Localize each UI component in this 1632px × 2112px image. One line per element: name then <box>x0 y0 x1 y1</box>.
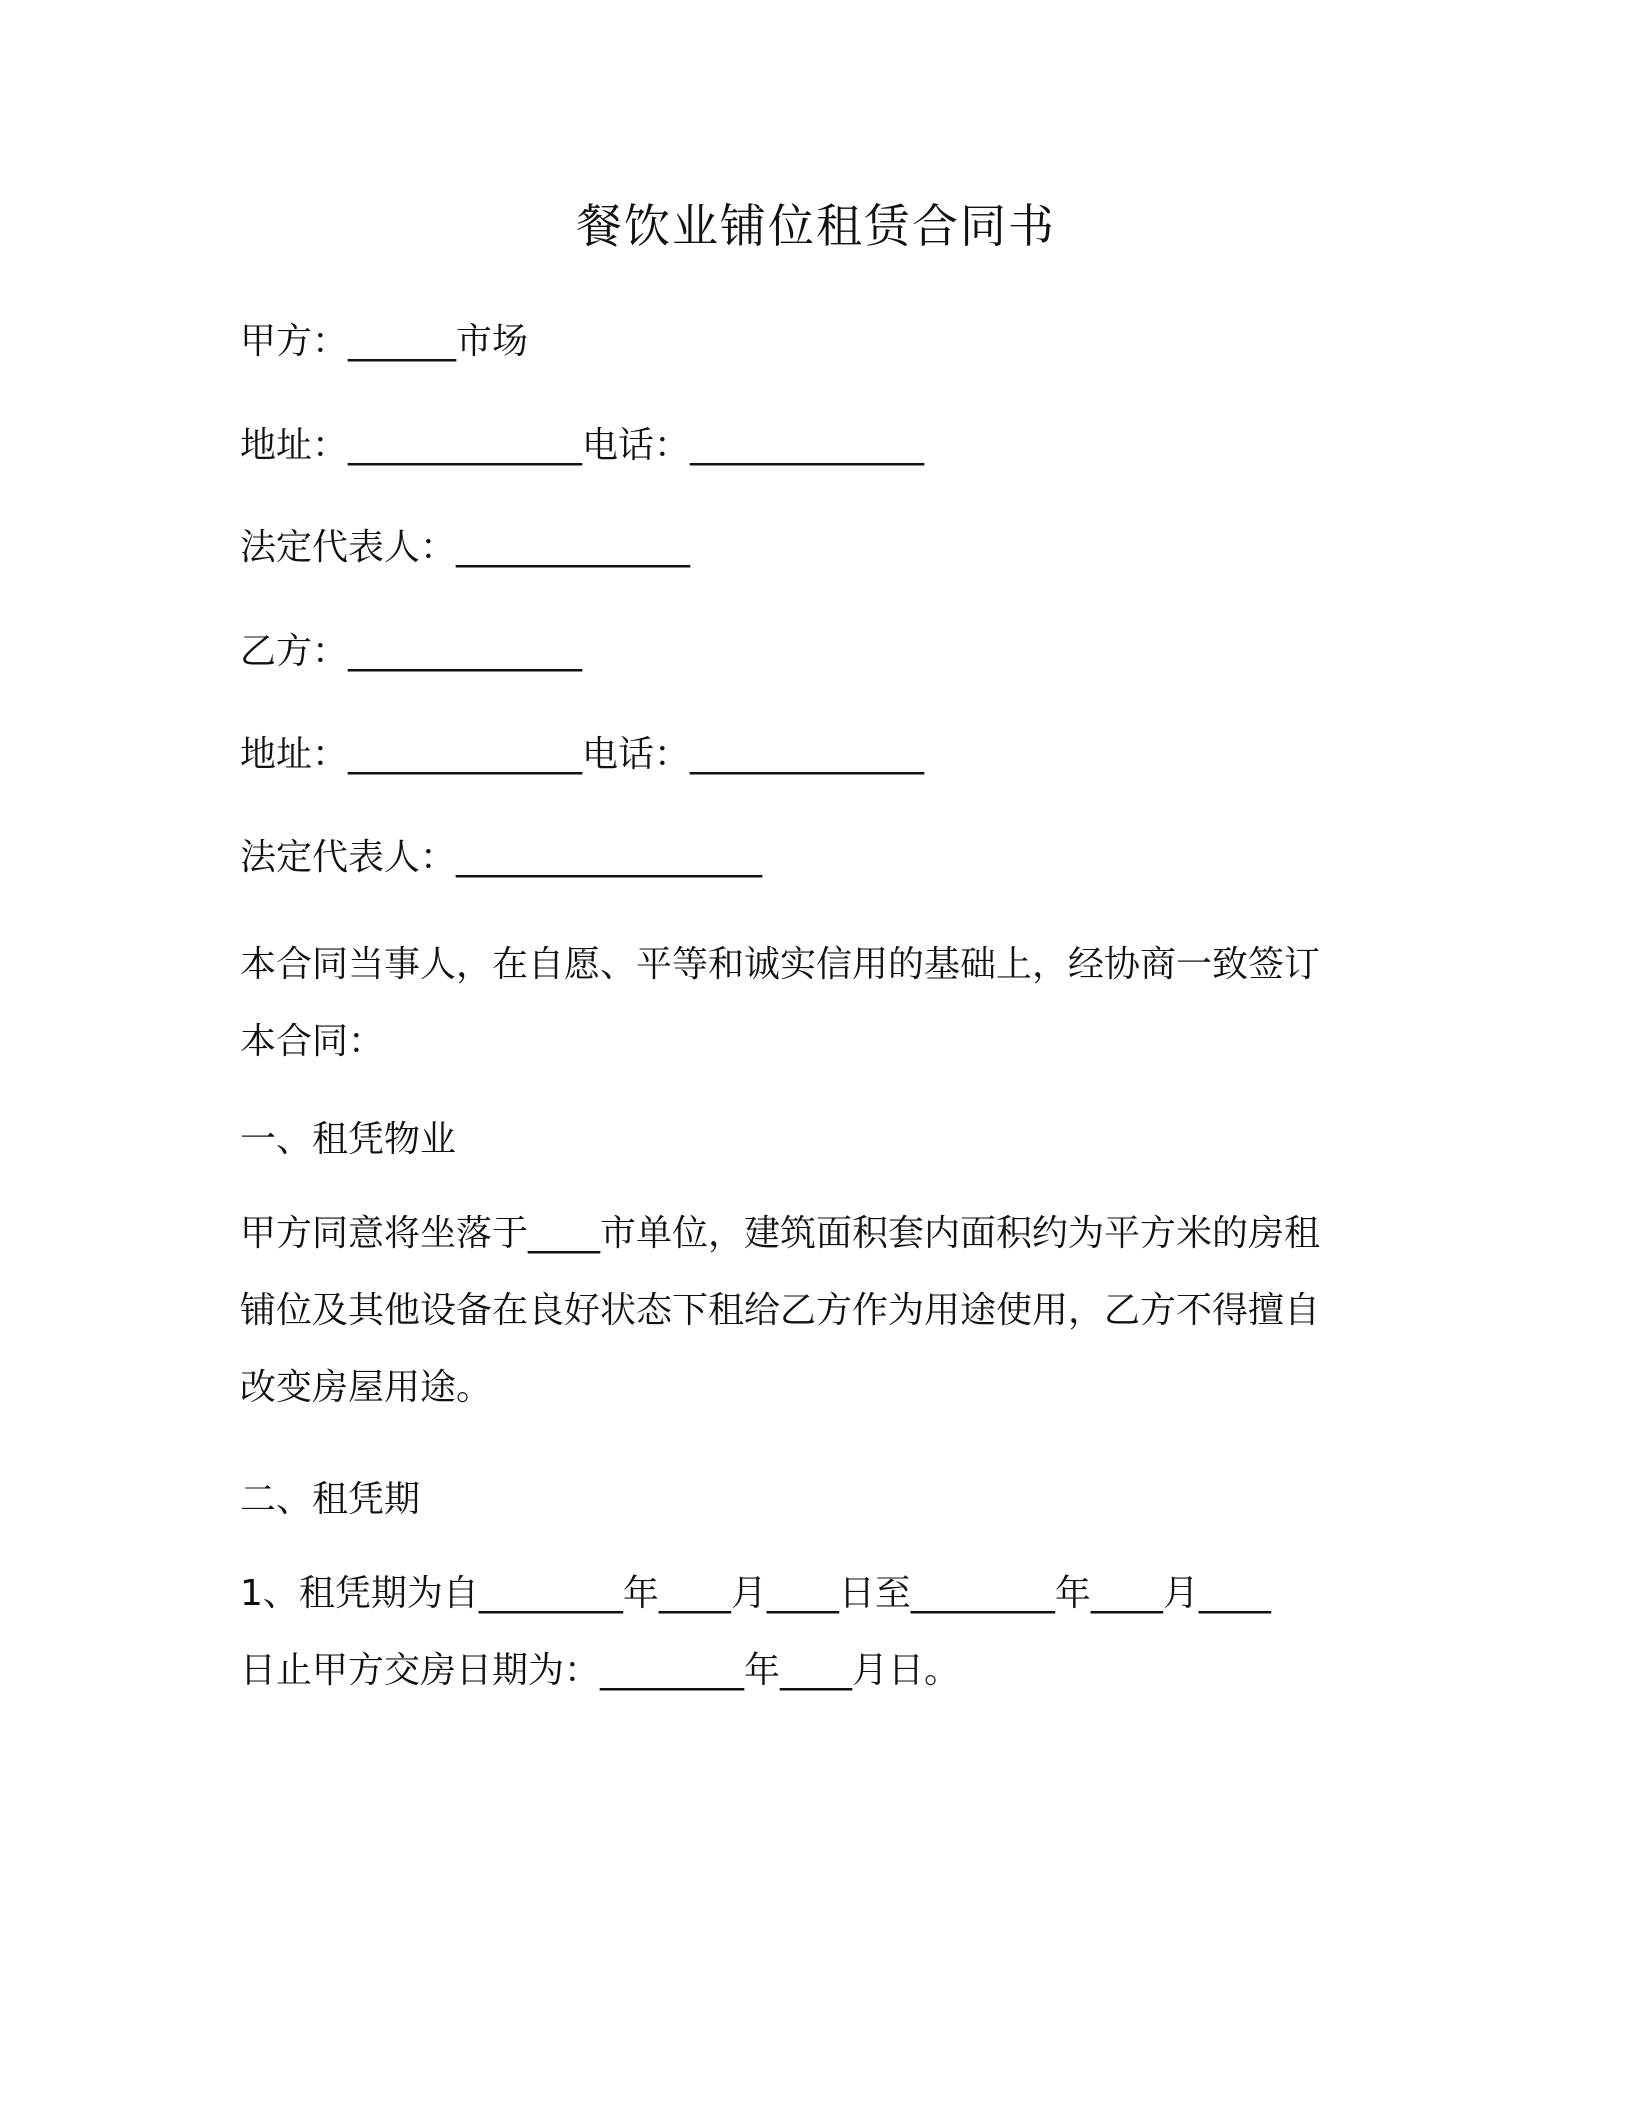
party-b-line: 乙方：_____________ <box>240 631 583 672</box>
party-a-representative-line: 法定代表人：_____________ <box>240 527 691 568</box>
section-2-item-1-paragraph <box>240 1555 1390 1709</box>
section-2-item-1-line-1: 1、租凭期为自________年____月____日至________年____月____ <box>240 1573 1271 1614</box>
party-b-address-line: 地址：_____________电话：_____________ <box>240 734 925 775</box>
party-b-representative-line: 法定代表人：_________________ <box>240 837 763 878</box>
section-1-line-3: 改变房屋用途。 <box>240 1367 493 1408</box>
section-2-heading: 二、租凭期 <box>240 1479 421 1520</box>
section-1-heading: 一、租凭物业 <box>240 1119 457 1160</box>
section-2-item-1-line-2: 日止甲方交房日期为：________年____月日。 <box>240 1650 961 1691</box>
party-a-address-line: 地址：_____________电话：_____________ <box>240 425 925 466</box>
intro-line-1: 本合同当事人，在自愿、平等和诚实信用的基础上，经协商一致签订 <box>240 944 1321 985</box>
intro-paragraph <box>240 926 1390 1080</box>
intro-line-2: 本合同： <box>240 1021 385 1062</box>
section-1-paragraph <box>240 1195 1390 1426</box>
party-a-line: 甲方：______市场 <box>240 321 529 362</box>
section-1-line-1: 甲方同意将坐落于____市单位，建筑面积套内面积约为平方米的房租 <box>240 1213 1321 1254</box>
section-1-line-2: 铺位及其他设备在良好状态下租给乙方作为用途使用，乙方不得擅自 <box>240 1290 1321 1331</box>
document-title: 餐饮业铺位租赁合同书 <box>576 199 1056 253</box>
